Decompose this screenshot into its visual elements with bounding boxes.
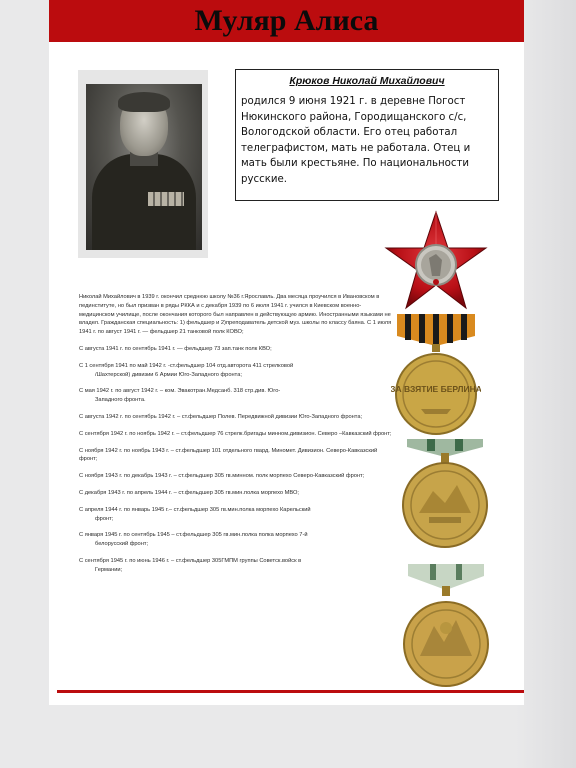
service-entry: С декабря 1943 г. по апрель 1944 г. – ст.фельдшер 305 гв.мин.полка морпехо МВО; — [79, 489, 300, 496]
portrait-hair — [118, 92, 170, 112]
service-history — [79, 293, 395, 583]
service-entry: С ноября 1943 г. по декабрь 1943 г. – ст.фельдшер 305 гв.минном. полк морпехо Северо-Кавказский фронт; — [79, 473, 365, 480]
order-red-star-icon — [384, 210, 488, 314]
service-entry: С августа 1942 г. по сентябрь 1942 г. – ст.фельдшер Полев. Передвижной дивизии Юго-Западного фронта; — [79, 413, 363, 420]
portrait-medals — [148, 192, 184, 206]
page-title: Муляр Алиса — [194, 4, 379, 37]
bottom-rule — [57, 690, 524, 693]
medal-caucasus-icon — [400, 564, 492, 690]
service-entry: С апреля 1944 г. по январь 1945 г.– ст.фельдшер 305 гв.мин.полка морпехо Карельский фронт; — [79, 506, 311, 522]
portrait-photo — [86, 84, 202, 250]
service-entry: С сентября 1945 г. по июнь 1946 г. – ст.фельдшер 305ГМПМ группы Советск.войск в Германии; — [79, 557, 302, 573]
medal-defense-icon — [397, 439, 493, 553]
background-decoration — [516, 0, 576, 768]
medal-berlin-icon — [391, 314, 481, 441]
bio-name: Крюков Николай Михайлович — [289, 75, 445, 87]
service-entry: С августа 1941 г. по сентябрь 1941 г. — фельдшер 73 зап.танк полк КВО; — [79, 345, 272, 352]
service-entry: С января 1945 г. по сентябрь 1945 – ст.фельдшер 305 гв.мин.полка полка морпехо 7-й белорусский фронт; — [79, 532, 308, 548]
service-intro: Николай Михайлович в 1939 г. окончил среднюю школу №36 г.Ярославль. Два месяца проучился в Ивановском в пединституте, но был призван в ряды РККА и с декабря 1939 по 6 июля 1941 г. учился в Киевском военно-медицинском училище, после окончания которого был направлен в действующую армию. Иностранными языками не владел. Гражданская специальность: 1) фельдшер и 2)преподаватель детской муз. школы по классу баяна. С 1 июля 1941 г. по август 1941 г. — фельдшер 21 танковой полк КОВО; — [79, 294, 392, 336]
service-entry: С 1 сентября 1941 по май 1942 г. -ст.фельдшер 104 отд.авторота 411 стрелковой /Шахтерской) дивизии 6 Армии Юго-Западного фронта; — [79, 362, 294, 378]
service-entry: С сентября 1942 г. по ноябрь 1942 г. – ст.фельдшер 76 стрелк.бригады минном.дивизион. Северо –Кавказский фронт; — [79, 430, 392, 437]
bio-text: родился 9 июня 1921 г. в деревне Погост Нюкинского района, Городищанского с/с, Вологодской области. Его отец работал телеграфистом, мать не работала. Отец и мать были крестьяне. По национальности русские. — [241, 96, 471, 185]
medal-berlin-label: ЗА ВЗЯТИЕ БЕРЛИНА — [391, 384, 481, 394]
bio-box — [235, 69, 499, 201]
service-entry: С мая 1942 г. по август 1942 г. – ком. Эвакотран.Медсанб. 318 стр.див. Юго- Западного фронта. — [79, 388, 281, 404]
service-entry: С ноября 1942 г. по ноябрь 1943 г. – ст.фельдшер 101 отдельного гвард. Миномет. Дивизион. Северо-Кавказский фронт; — [79, 447, 378, 463]
